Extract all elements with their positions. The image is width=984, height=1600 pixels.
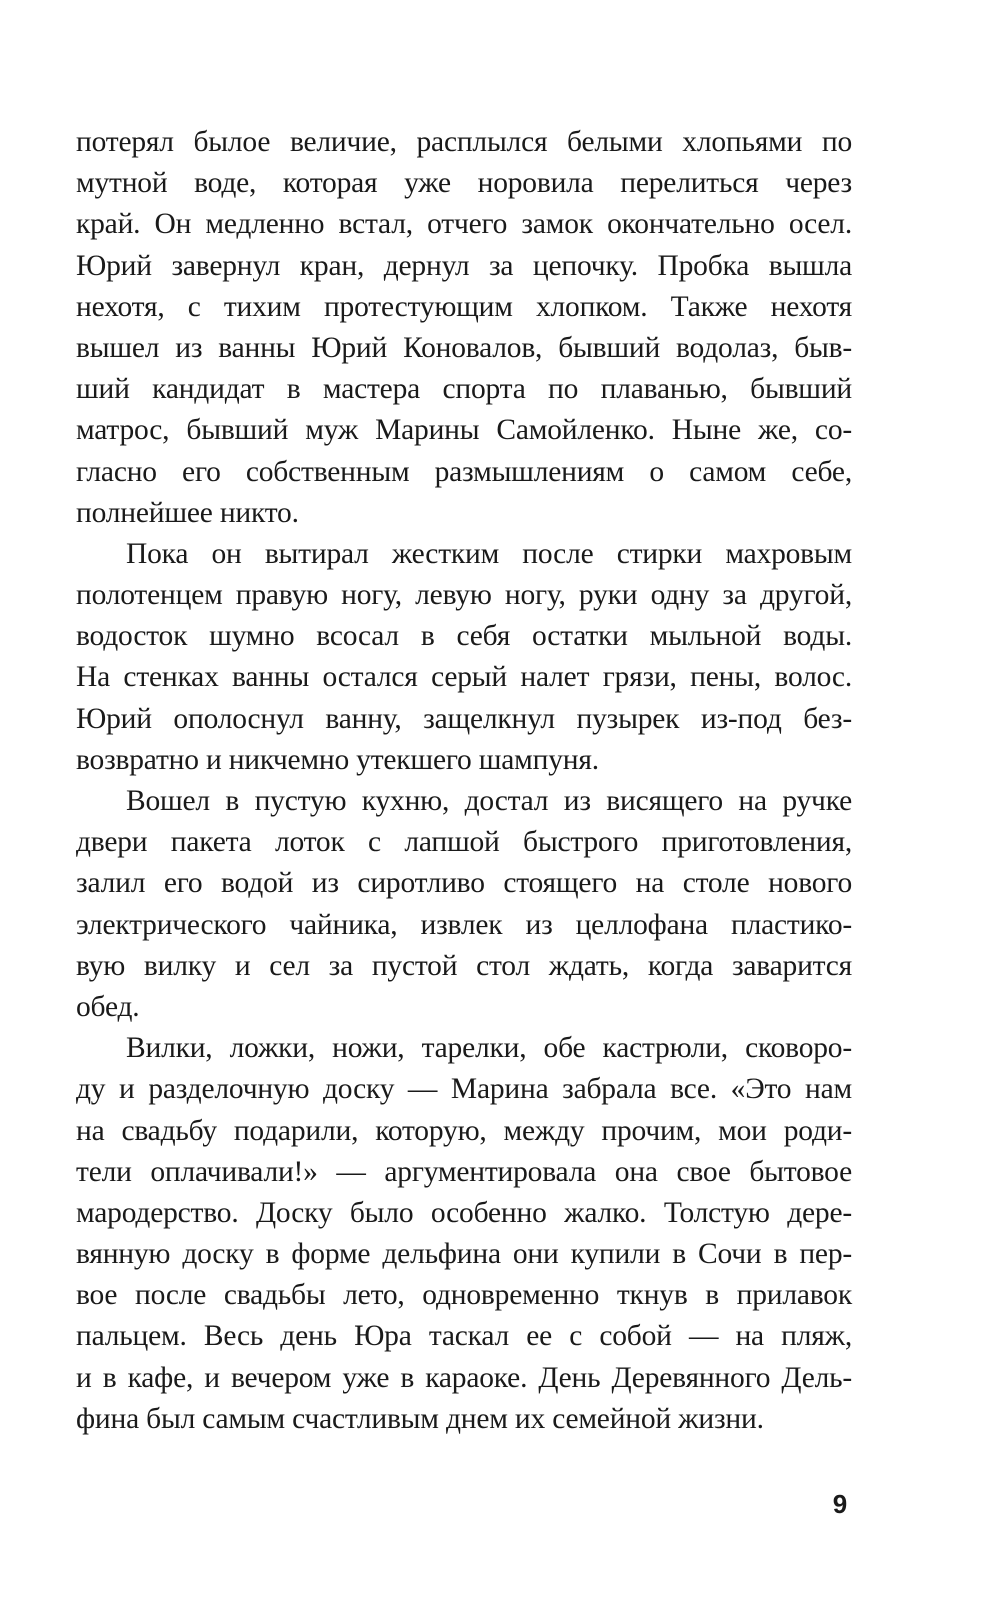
text-line: обед. [76,990,140,1023]
text-line: вое после свадьбы лето, одновременно ткнув в прилавок [76,1279,852,1312]
text-line: нехотя, с тихим протестующим хлопком. Также нехотя [76,290,852,323]
text-line: и в кафе, и вечером уже в караоке. День Деревянного Дель- [76,1361,852,1394]
body-text [76,122,852,1440]
text-line: матрос, бывший муж Марины Самойленко. Ныне же, со- [76,414,852,447]
text-line: мародерство. Доску было особенно жалко. Толстую дере- [76,1196,852,1229]
text-line: тели оплачивали!» — аргументировала она свое бытовое [76,1155,852,1188]
text-line: Пока он вытирал жестким после стирки махровым [126,537,852,570]
text-line: залил его водой из сиротливо стоящего на столе нового [76,867,852,900]
text-line: Вилки, ложки, ножи, тарелки, обе кастрюли, сковоро- [126,1032,852,1065]
text-line: ший кандидат в мастера спорта по плаванью, бывший [76,373,852,406]
text-line: водосток шумно всосал в себя остатки мыльной воды. [76,620,852,653]
text-line: ду и разделочную доску — Марина забрала все. «Это нам [76,1073,852,1106]
text-line: полотенцем правую ногу, левую ногу, руки одну за другой, [76,579,852,612]
text-line: вянную доску в форме дельфина они купили в Сочи в пер- [76,1238,852,1271]
text-line: край. Он медленно встал, отчего замок окончательно осел. [76,208,852,241]
text-line: пальцем. Весь день Юра таскал ее с собой — на пляж, [76,1320,852,1353]
text-line: На стенках ванны остался серый налет грязи, пены, волос. [76,661,852,694]
text-line: полнейшее никто. [76,496,299,529]
text-line: электрического чайника, извлек из целлофана пластико- [76,908,852,941]
text-line: вышел из ванны Юрий Коновалов, бывший водолаз, быв- [76,331,852,364]
text-line: Вошел в пустую кухню, достал из висящего на ручке [126,785,852,817]
text-line: Юрий ополоснул ванну, защелкнул пузырек из-под без- [76,702,852,735]
text-line: Юрий завернул кран, дернул за цепочку. Пробка вышла [76,249,852,282]
page-number: 9 [832,1489,848,1519]
text-line: мутной воде, которая уже норовила перелиться через [76,167,852,200]
text-line: двери пакета лоток с лапшой быстрого приготовления, [76,826,852,859]
text-line: вую вилку и сел за пустой стол ждать, когда заварится [76,949,852,982]
text-line: возвратно и никчемно утекшего шампуня. [76,743,599,776]
text-line: фина был самым счастливым днем их семейной жизни. [76,1402,764,1435]
text-line: гласно его собственным размышлениям о самом себе, [76,455,852,488]
text-line: на свадьбу подарили, которую, между прочим, мои роди- [76,1114,852,1147]
text-line: потерял былое величие, расплылся белыми хлопьями по [76,126,852,158]
